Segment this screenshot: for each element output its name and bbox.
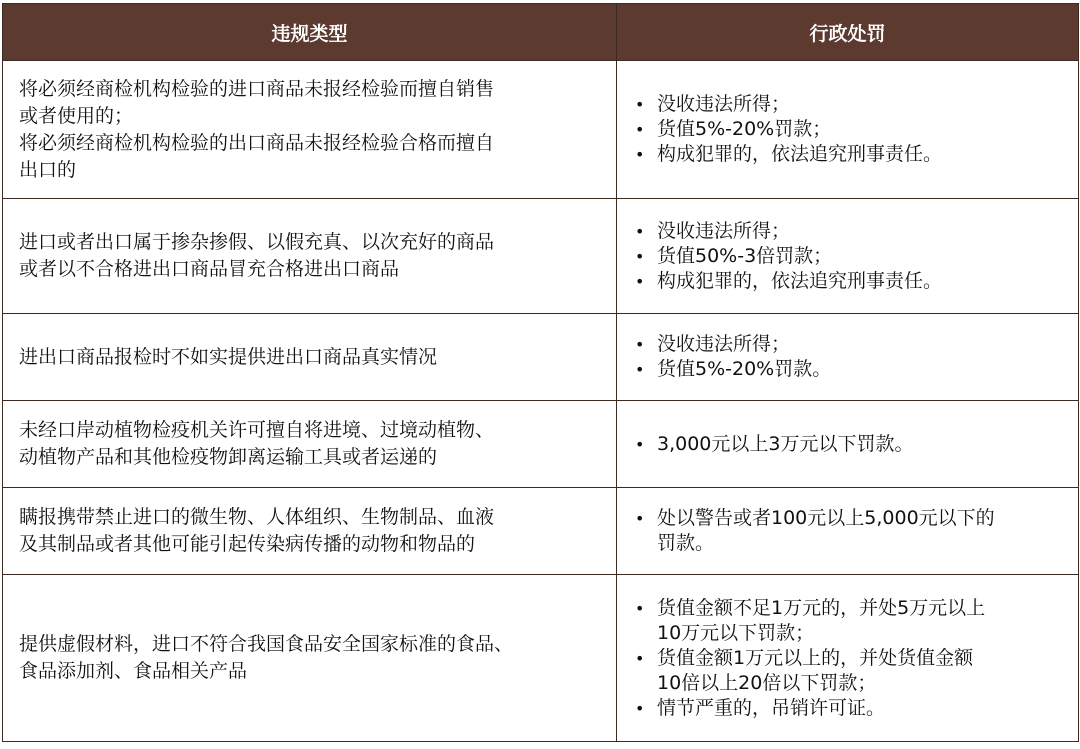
violation-cell [3, 575, 617, 742]
violation-text: 将必须经商检机构检验的出口商品未报经检验合格而擅自 [19, 131, 495, 154]
table-row [3, 61, 1079, 199]
penalty-list [629, 432, 1070, 457]
penalty-text: 情节严重的，吊销许可证。 [657, 696, 886, 719]
bullet-icon: • [635, 434, 645, 454]
violation-text: 动植物产品和其他检疫物卸离运输工具或者运递的 [19, 446, 438, 468]
penalty-cell [617, 401, 1079, 488]
table-row [3, 314, 1079, 401]
bullet-icon: • [635, 598, 645, 618]
penalty-text: 罚款。 [657, 532, 715, 554]
penalty-text: 构成犯罪的，依法追究刑事责任。 [657, 143, 943, 165]
bullet-icon: • [635, 221, 645, 241]
penalty-text: 货值5%-20%罚款。 [657, 358, 832, 380]
penalty-list [629, 596, 1070, 721]
penalty-text: 10万元以下罚款； [657, 621, 815, 644]
violation-text: 食品添加剂、食品相关产品 [19, 660, 248, 682]
penalty-cell [617, 314, 1079, 401]
bullet-icon: • [635, 145, 645, 164]
penalty-table [2, 3, 1079, 742]
penalty-list [629, 219, 1070, 294]
violation-text: 瞒报携带禁止进口的微生物、人体组织、生物制品、血液 [19, 506, 495, 528]
penalty-text: 没收违法所得； [657, 93, 791, 115]
bullet-icon: • [635, 698, 645, 718]
penalty-text: 构成犯罪的，依法追究刑事责任。 [657, 269, 943, 292]
bullet-icon: • [635, 271, 645, 291]
table-row [3, 575, 1079, 742]
penalty-item [629, 244, 1070, 269]
penalty-item [629, 357, 1070, 382]
bullet-icon: • [635, 95, 645, 114]
bullet-icon: • [635, 335, 645, 354]
penalty-text: 货值5%-20%罚款； [657, 118, 832, 140]
violation-cell [3, 199, 617, 314]
table-row [3, 401, 1079, 488]
violation-text: 进口或者出口属于掺杂掺假、以假充真、以次充好的商品 [19, 231, 495, 253]
penalty-cell [617, 199, 1079, 314]
penalty-item [629, 92, 1070, 117]
penalty-cell [617, 575, 1079, 742]
penalty-item [629, 117, 1070, 142]
penalty-text: 没收违法所得； [657, 219, 791, 242]
table-row [3, 199, 1079, 314]
penalty-text: 货值50%-3倍罚款； [657, 244, 833, 267]
violation-cell [3, 401, 617, 488]
violation-text: 或者使用的； [19, 104, 134, 127]
bullet-icon: • [635, 360, 645, 379]
violation-text: 将必须经商检机构检验的进口商品未报经检验而擅自销售 [19, 77, 495, 100]
penalty-cell [617, 488, 1079, 575]
penalty-text: 10倍以上20倍以下罚款； [657, 671, 877, 694]
violation-cell [3, 314, 617, 401]
header-administrative-penalty: 行政处罚 [617, 4, 1079, 61]
violation-text: 或者以不合格进出口商品冒充合格进出口商品 [19, 258, 400, 280]
bullet-icon: • [635, 509, 645, 528]
penalty-text: 没收违法所得； [657, 333, 791, 355]
penalty-item [629, 269, 1070, 294]
penalty-item [629, 506, 1070, 556]
penalty-item [629, 696, 1070, 721]
penalty-item [629, 332, 1070, 357]
penalty-list [629, 92, 1070, 167]
bullet-icon: • [635, 648, 645, 668]
penalty-text: 货值金额不足1万元的，并处5万元以上 [657, 596, 986, 619]
violation-text: 未经口岸动植物检疫机关许可擅自将进境、过境动植物、 [19, 419, 495, 441]
penalty-text: 3,000元以上3万元以下罚款。 [657, 432, 914, 455]
violation-text: 进出口商品报检时不如实提供进出口商品真实情况 [19, 345, 438, 368]
header-violation-type: 违规类型 [3, 4, 617, 61]
violation-text: 出口的 [19, 158, 77, 181]
penalty-item [629, 219, 1070, 244]
table-header-row [3, 4, 1079, 61]
penalty-text: 货值金额1万元以上的，并处货值金额 [657, 646, 974, 669]
violation-cell [3, 61, 617, 199]
violation-text: 提供虚假材料，进口不符合我国食品安全国家标准的食品、 [19, 633, 514, 655]
penalty-item [629, 596, 1070, 646]
violation-cell [3, 488, 617, 575]
penalty-item [629, 646, 1070, 696]
penalty-item [629, 432, 1070, 457]
violation-text: 及其制品或者其他可能引起传染病传播的动物和物品的 [19, 533, 476, 555]
bullet-icon: • [635, 120, 645, 139]
table-row [3, 488, 1079, 575]
penalty-list [629, 332, 1070, 382]
penalty-item [629, 142, 1070, 167]
penalty-cell [617, 61, 1079, 199]
penalty-list [629, 506, 1070, 556]
penalty-text: 处以警告或者100元以上5,000元以下的 [657, 507, 995, 529]
bullet-icon: • [635, 246, 645, 266]
